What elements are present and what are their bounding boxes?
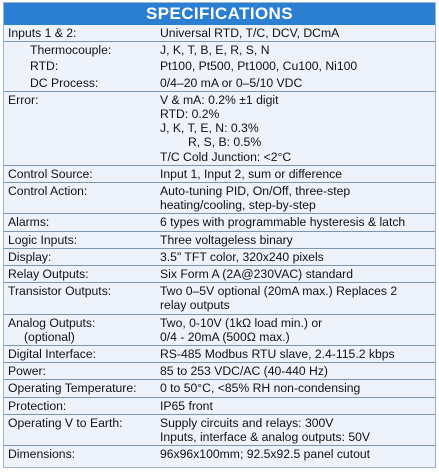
spec-label-text: Protection: [8, 398, 67, 413]
spec-label [4, 267, 160, 281]
spec-value-line: IP65 front [160, 398, 213, 413]
spec-value [160, 267, 435, 281]
spec-row [4, 266, 435, 283]
spec-value-line: heating/cooling, step-by-step [160, 198, 316, 213]
spec-row [4, 315, 435, 346]
spec-row [4, 183, 435, 214]
spec-value [160, 416, 435, 444]
spec-value [160, 381, 435, 395]
spec-value-line: Two 0–5V optional (20mA max.) Replaces 2 [160, 284, 398, 299]
spec-value-part: J, K, T, E, N: 0.3% [160, 121, 259, 136]
spec-value [160, 43, 435, 57]
spec-row [4, 363, 435, 380]
spec-row [4, 249, 435, 266]
spec-label [4, 215, 160, 229]
spec-value-line: Input 1, Input 2, sum or difference [160, 166, 343, 181]
spec-row [4, 214, 435, 231]
spec-label [4, 167, 160, 181]
spec-label-text: Control Source: [8, 166, 93, 181]
spec-label [4, 184, 160, 212]
spec-value-line: 0 to 50°C, <85% RH non-condensing [160, 381, 361, 396]
spec-label-text: DC Process: [30, 75, 99, 90]
spec-value-line: Inputs, interface & analog outputs: 50V [160, 430, 371, 445]
spec-label [4, 93, 160, 164]
spec-row [4, 25, 435, 42]
spec-label [4, 233, 160, 247]
spec-label [4, 447, 160, 461]
spec-label-text: RTD: [30, 59, 59, 74]
spec-row [4, 446, 435, 462]
spec-row [4, 166, 435, 183]
spec-label-text: Operating Temperature: [8, 381, 137, 396]
spec-row [4, 380, 435, 397]
spec-row [4, 232, 435, 249]
spec-label [4, 59, 160, 73]
spec-row [4, 92, 435, 166]
spec-label-text: Display: [8, 249, 52, 264]
spec-table [4, 25, 435, 462]
spec-value-line: Two, 0-10V (1kΩ load min.) or [160, 315, 323, 330]
spec-value-line: Universal RTD, T/C, DCV, DCmA [160, 26, 340, 40]
spec-sheet [3, 2, 436, 468]
spec-row [4, 415, 435, 446]
spec-value [160, 184, 435, 212]
spec-value [160, 316, 435, 344]
spec-value [160, 284, 435, 312]
spec-label-text: Alarms: [8, 215, 50, 230]
spec-value-line: relay outputs [160, 298, 230, 313]
spec-value [160, 233, 435, 247]
spec-label-text: Error: [8, 92, 39, 107]
spec-row [4, 283, 435, 314]
spec-value [160, 347, 435, 361]
spec-label [4, 250, 160, 264]
spec-label [4, 284, 160, 312]
spec-value-line: 0/4 - 20mA (500Ω max.) [160, 329, 290, 344]
spec-label [4, 76, 160, 90]
spec-label-text: Control Action: [8, 184, 88, 199]
spec-value [160, 399, 435, 413]
spec-label [4, 399, 160, 413]
spec-value-line [160, 121, 433, 149]
spec-value-line: 3.5" TFT color, 320x240 pixels [160, 249, 324, 264]
spec-value [160, 167, 435, 181]
spec-value-line: J, K, T, B, E, R, S, N [160, 43, 270, 58]
spec-label-text: Relay Outputs: [8, 267, 89, 282]
spec-label-text: Operating V to Earth: [8, 415, 123, 430]
spec-label [4, 364, 160, 378]
spec-value-line: Supply circuits and relays: 300V [160, 415, 334, 430]
spec-label [4, 316, 160, 344]
spec-label [4, 26, 160, 40]
spec-label [4, 43, 160, 57]
spec-label-text: Logic Inputs: [8, 232, 78, 247]
spec-value-line: 0/4–20 mA or 0–5/10 VDC [160, 75, 303, 90]
spec-value-line: 85 to 253 VDC/AC (40-440 Hz) [160, 364, 328, 379]
spec-label-text: Analog Outputs: [8, 315, 96, 330]
spec-value-line: Three voltageless binary [160, 232, 293, 247]
spec-label [4, 381, 160, 395]
spec-value-line: RS-485 Modbus RTU slave, 2.4-115.2 kbps [160, 347, 395, 362]
spec-label [4, 416, 160, 444]
spec-value [160, 59, 435, 73]
spec-label-text: Power: [8, 364, 46, 379]
spec-row [4, 346, 435, 363]
spec-value [160, 364, 435, 378]
spec-row [4, 42, 435, 58]
spec-label [4, 347, 160, 361]
spec-value-line: V & mA: 0.2% ±1 digit [160, 92, 279, 107]
spec-value [160, 26, 435, 40]
spec-label-text: Thermocouple: [30, 43, 112, 58]
spec-value-part: R, S, B: 0.5% [188, 135, 262, 150]
spec-row [4, 75, 435, 92]
sheet-title: SPECIFICATIONS [4, 3, 435, 25]
spec-value [160, 447, 435, 461]
spec-value-line: Pt100, Pt500, Pt1000, Cu100, Ni100 [160, 59, 358, 74]
spec-value-line: T/C Cold Junction: <2°C [160, 149, 292, 164]
spec-value [160, 250, 435, 264]
spec-value-line: RTD: 0.2% [160, 107, 220, 122]
spec-label-text: Dimensions: [8, 447, 76, 462]
spec-value-line: Six Form A (2A@230VAC) standard [160, 267, 354, 282]
spec-label-sub: (optional) [24, 329, 75, 344]
spec-value-line: 6 types with programmable hysteresis & latch [160, 215, 406, 230]
spec-value-line: Auto-tuning PID, On/Off, three-step [160, 184, 351, 199]
spec-value [160, 76, 435, 90]
spec-value [160, 215, 435, 229]
spec-row [4, 398, 435, 415]
spec-label-text: Digital Interface: [8, 347, 97, 362]
spec-label-text: Transistor Outputs: [8, 284, 112, 299]
spec-value-line: 96x96x100mm; 92.5x92.5 panel cutout [160, 447, 371, 462]
spec-label-text: Inputs 1 & 2: [8, 26, 77, 40]
spec-row [4, 58, 435, 74]
spec-value [160, 93, 435, 164]
